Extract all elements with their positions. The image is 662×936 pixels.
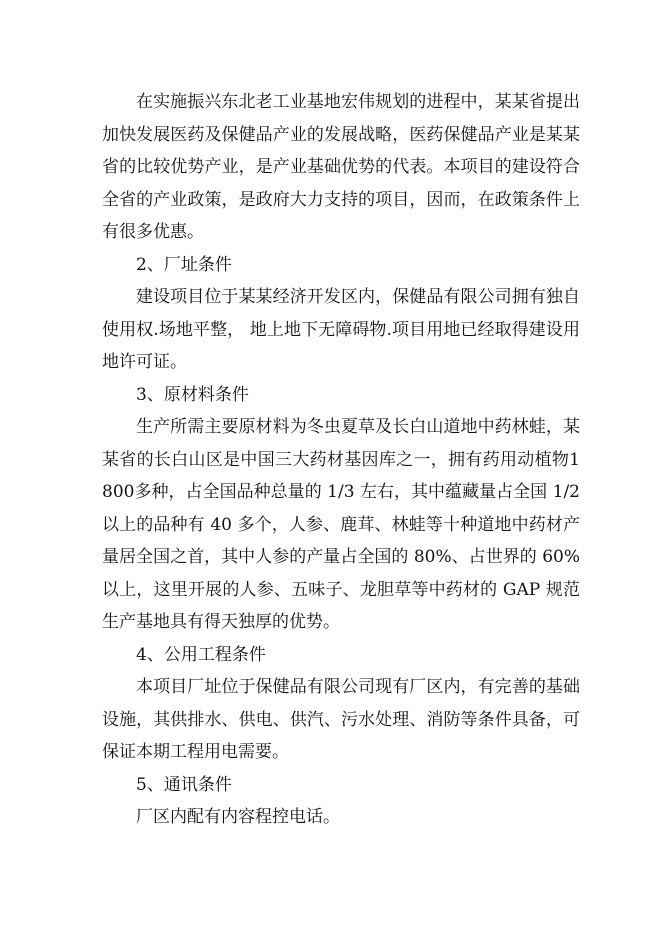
paragraph-raw-material-conditions: 生产所需主要原材料为冬虫夏草及长白山道地中药林蛙，某某省的长白山区是中国三大药材基因库之一，拥有药用动植物1800多种，占全国品种总量的 1/3 左右，其中蕴藏量占全国 1/2 以上的品种有 40 多个，人参、鹿茸、林蛙等十种道地中药材产量居全国之首，其中人参的产量占全国的 80%、占世界的 60%以上，这里开展的人参、五味子、龙胆草等中药材的 GAP 规范生产基地具有得天独厚的优势。: [102, 417, 580, 632]
paragraph-intro: 在实施振兴东北老工业基地宏伟规划的进程中，某某省提出加快发展医药及保健品产业的发展战略，医药保健品产业是某某省的比较优势产业，是产业基础优势的代表。本项目的建设符合全省的产业政策，是政府大力支持的项目，因而，在政策条件上有很多优惠。: [102, 92, 580, 242]
paragraph-site-conditions: 建设项目位于某某经济开发区内，保健品有限公司拥有独自使用权.场地平整， 地上地下无障碍物.项目用地已经取得建设用地许可证。: [102, 287, 580, 372]
heading-utility-conditions: 4、公用工程条件: [136, 644, 266, 665]
heading-raw-material-conditions: 3、原材料条件: [136, 384, 249, 405]
heading-communication-conditions: 5、通讯条件: [136, 774, 232, 795]
document-body: [102, 86, 580, 834]
heading-site-conditions: 2、厂址条件: [136, 254, 232, 275]
paragraph-utility-conditions: 本项目厂址位于保健品有限公司现有厂区内，有完善的基础设施，其供排水、供电、供汽、污水处理、消防等条件具备，可保证本期工程用电需要。: [102, 677, 580, 762]
paragraph-communication-conditions: 厂区内配有内容程控电话。: [136, 807, 340, 827]
